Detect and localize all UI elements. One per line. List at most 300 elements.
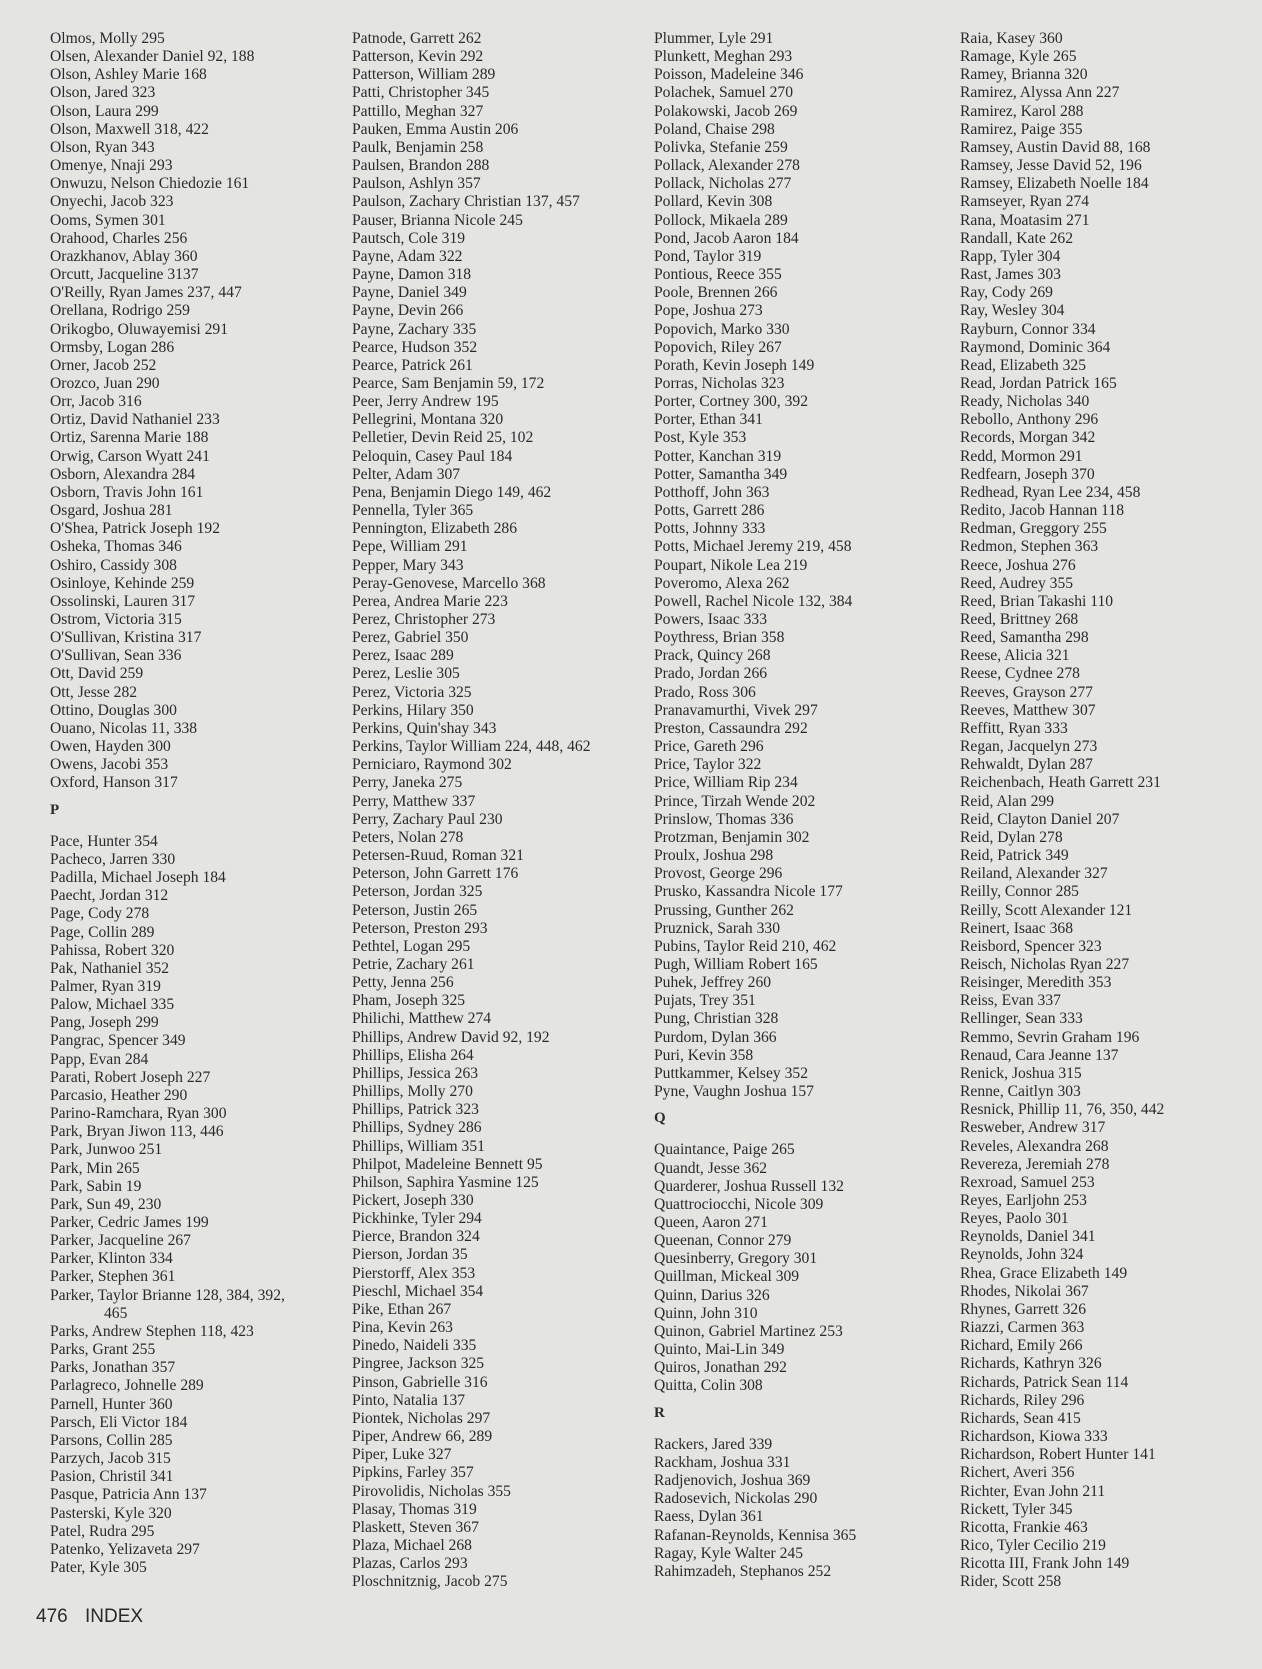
index-entry	[352, 321, 632, 339]
index-entry-text: Osborn, Alexandra 284	[50, 465, 196, 483]
index-entry	[352, 1101, 632, 1119]
index-entry-text: Pearce, Patrick 261	[352, 356, 473, 374]
index-entry	[960, 1047, 1255, 1065]
index-entry-text: Olson, Ashley Marie 168	[50, 66, 207, 84]
index-entry	[50, 1323, 320, 1341]
index-entry	[50, 538, 320, 556]
index-entry	[352, 702, 632, 720]
index-entry-text: Rackham, Joshua 331	[654, 1453, 791, 1471]
index-entry-text: Poisson, Madeleine 346	[654, 66, 804, 84]
index-entry	[960, 902, 1255, 920]
index-entry	[50, 905, 320, 923]
index-entry-text: Pranavamurthi, Vivek 297	[654, 701, 818, 719]
index-entry-text: Pepe, William 291	[352, 538, 468, 556]
index-entry-text: Reeves, Matthew 307	[960, 701, 1096, 719]
index-entry-text: Pepper, Mary 343	[352, 556, 464, 574]
index-entry-text: Price, Taylor 322	[654, 756, 762, 774]
index-entry-text: Peterson, Preston 293	[352, 919, 488, 937]
index-entry-text: Paulk, Benjamin 258	[352, 138, 484, 156]
index-entry	[960, 1192, 1255, 1210]
index-entry-text: Osheka, Thomas 346	[50, 538, 182, 556]
index-entry	[50, 84, 320, 102]
index-entry	[960, 30, 1255, 48]
index-entry-text: Renaud, Cara Jeanne 137	[960, 1046, 1119, 1064]
index-entry-text: Perkins, Taylor William 224, 448, 462	[352, 738, 591, 756]
index-entry	[960, 1483, 1255, 1501]
index-entry	[352, 1083, 632, 1101]
index-entry-text: Records, Morgan 342	[960, 429, 1096, 447]
index-entry	[960, 1265, 1255, 1283]
index-entry	[352, 48, 632, 66]
index-entry-text: Queenan, Connor 279	[654, 1232, 792, 1250]
index-entry	[50, 66, 320, 84]
page-footer	[36, 1606, 143, 1628]
index-entry	[654, 920, 944, 938]
index-entry	[50, 1105, 320, 1123]
index-entry	[960, 629, 1255, 647]
index-entry	[960, 1501, 1255, 1519]
index-entry-text: Purdom, Dylan 366	[654, 1028, 777, 1046]
index-entry	[654, 847, 944, 865]
index-entry-text: Peterson, Justin 265	[352, 901, 478, 919]
index-entry-text: Plummer, Lyle 291	[654, 30, 774, 47]
index-entry	[960, 1301, 1255, 1319]
index-entry-text: Peterson, Jordan 325	[352, 883, 483, 901]
index-entry-text: Orr, Jacob 316	[50, 393, 142, 411]
index-entry-text: Poveromo, Alexa 262	[654, 574, 790, 592]
index-column-2	[352, 30, 632, 1591]
index-entry-text: Ramirez, Karol 288	[960, 102, 1084, 120]
index-entry-text: Provost, George 296	[654, 865, 783, 883]
index-entry-text: Riazzi, Carmen 363	[960, 1319, 1085, 1337]
index-entry-text: Ramsey, Austin David 88, 168	[960, 138, 1151, 156]
index-entry	[352, 448, 632, 466]
index-entry	[352, 1337, 632, 1355]
index-entry	[352, 1501, 632, 1519]
index-entry-text: Quesinberry, Gregory 301	[654, 1250, 818, 1268]
index-entry	[50, 1250, 320, 1268]
index-entry	[654, 1490, 944, 1508]
index-entry	[654, 774, 944, 792]
index-entry-text: Reed, Samantha 298	[960, 629, 1089, 647]
index-entry-text: Petersen-Ruud, Roman 321	[352, 847, 524, 865]
index-entry	[654, 665, 944, 683]
index-entry	[960, 1228, 1255, 1246]
index-entry-text: Pangrac, Spencer 349	[50, 1032, 186, 1050]
index-entry	[50, 1359, 320, 1377]
index-entry	[352, 1464, 632, 1482]
index-entry-text: Orcutt, Jacqueline 3137	[50, 266, 199, 284]
index-entry	[654, 1214, 944, 1232]
index-entry	[50, 1087, 320, 1105]
index-entry	[352, 1374, 632, 1392]
index-entry	[654, 121, 944, 139]
index-entry	[50, 139, 320, 157]
index-entry-text: Read, Elizabeth 325	[960, 356, 1087, 374]
index-entry	[352, 593, 632, 611]
index-entry-text: Ricotta III, Frank John 149	[960, 1555, 1130, 1573]
index-entry	[50, 924, 320, 942]
index-entry	[960, 212, 1255, 230]
index-entry-text: Rehwaldt, Dylan 287	[960, 756, 1093, 774]
index-letter-heading: P	[50, 801, 60, 818]
index-entry	[654, 974, 944, 992]
index-entry-text: Parcasio, Heather 290	[50, 1086, 188, 1104]
index-entry	[352, 339, 632, 357]
index-entry	[960, 811, 1255, 829]
index-entry-text: Philson, Saphira Yasmine 125	[352, 1173, 539, 1191]
index-entry-text: Prinslow, Thomas 336	[654, 810, 794, 828]
index-entry-text: Reid, Alan 299	[960, 792, 1054, 810]
index-entry-text: Pollack, Alexander 278	[654, 157, 800, 175]
index-entry	[960, 920, 1255, 938]
index-entry-text: Omenye, Nnaji 293	[50, 157, 173, 175]
index-entry-text: Rast, James 303	[960, 266, 1061, 284]
index-entry	[654, 647, 944, 665]
index-entry-text: Papp, Evan 284	[50, 1050, 149, 1068]
index-entry-text: Pieschl, Michael 354	[352, 1282, 484, 1300]
index-entry	[352, 1283, 632, 1301]
index-entry-text: Puhek, Jeffrey 260	[654, 974, 772, 992]
index-entry-text: Pickhinke, Tyler 294	[352, 1210, 482, 1228]
index-entry	[50, 1396, 320, 1414]
index-entry	[960, 375, 1255, 393]
index-entry-text: Ray, Cody 269	[960, 284, 1053, 302]
index-entry-text: Page, Cody 278	[50, 905, 150, 923]
index-entry	[654, 30, 944, 48]
index-entry	[352, 1192, 632, 1210]
index-entry	[352, 230, 632, 248]
index-entry-text: Ossolinski, Lauren 317	[50, 592, 196, 610]
index-entry-text: Ray, Wesley 304	[960, 302, 1065, 320]
index-entry	[654, 448, 944, 466]
index-entry-text: Richards, Patrick Sean 114	[960, 1373, 1129, 1391]
index-entry	[654, 1065, 944, 1083]
index-entry	[50, 593, 320, 611]
index-entry-text: Plasay, Thomas 319	[352, 1500, 477, 1518]
index-entry-text: Owens, Jacobi 353	[50, 756, 169, 774]
index-entry	[654, 1508, 944, 1526]
index-entry	[352, 1410, 632, 1428]
index-entry-text: Perry, Matthew 337	[352, 792, 476, 810]
index-entry-text: Parks, Grant 255	[50, 1341, 156, 1359]
index-entry	[960, 1319, 1255, 1337]
index-entry	[50, 121, 320, 139]
index-entry	[352, 266, 632, 284]
index-entry	[50, 1032, 320, 1050]
index-entry-text: Olson, Laura 299	[50, 102, 159, 120]
index-entry-text: Ramsey, Elizabeth Noelle 184	[960, 175, 1149, 193]
index-entry	[50, 212, 320, 230]
index-entry	[960, 1392, 1255, 1410]
index-entry	[654, 139, 944, 157]
index-entry-text: Paecht, Jordan 312	[50, 887, 169, 905]
index-entry-text: Patterson, William 289	[352, 66, 496, 84]
index-entry	[960, 429, 1255, 447]
index-entry-text: Ready, Nicholas 340	[960, 393, 1090, 411]
index-entry	[352, 248, 632, 266]
index-entry-text: Palmer, Ryan 319	[50, 977, 161, 995]
index-entry	[654, 1341, 944, 1359]
index-entry	[352, 865, 632, 883]
index-entry	[50, 1414, 320, 1432]
index-entry-text: Protzman, Benjamin 302	[654, 828, 810, 846]
index-entry	[960, 266, 1255, 284]
index-entry	[960, 302, 1255, 320]
index-entry-text: Pasion, Christil 341	[50, 1468, 174, 1486]
index-entry-text: Ploschnitznig, Jacob 275	[352, 1573, 508, 1591]
index-entry	[50, 665, 320, 683]
index-entry-text: Rebollo, Anthony 296	[960, 411, 1099, 429]
index-entry	[50, 869, 320, 887]
index-entry	[960, 1174, 1255, 1192]
index-entry	[654, 702, 944, 720]
index-entry	[50, 357, 320, 375]
index-entry-text: Queen, Aaron 271	[654, 1214, 768, 1231]
index-entry	[960, 1537, 1255, 1555]
index-entry-text: Park, Sun 49, 230	[50, 1195, 162, 1213]
index-entry-text: Pinto, Natalia 137	[352, 1391, 466, 1409]
index-entry-text: Rapp, Tyler 304	[960, 247, 1061, 265]
index-entry	[960, 157, 1255, 175]
index-entry-text: Pinedo, Naideli 335	[352, 1337, 477, 1355]
index-entry-text: Rellinger, Sean 333	[960, 1010, 1083, 1028]
index-entry-text: Regan, Jacquelyn 273	[960, 738, 1098, 756]
index-entry-text: Preston, Cassaundra 292	[654, 719, 808, 737]
index-entry	[960, 1083, 1255, 1101]
index-entry-text: Reynolds, Daniel 341	[960, 1228, 1096, 1246]
index-entry	[654, 302, 944, 320]
index-entry-text: Post, Kyle 353	[654, 429, 747, 447]
index-entry-text: Philpot, Madeleine Bennett 95	[352, 1155, 543, 1173]
index-entry	[654, 865, 944, 883]
index-entry	[352, 974, 632, 992]
index-entry-text: Parks, Jonathan 357	[50, 1359, 176, 1377]
index-entry	[352, 1228, 632, 1246]
index-entry	[960, 647, 1255, 665]
index-entry	[654, 230, 944, 248]
index-entry	[50, 1196, 320, 1214]
index-entry-text: Porter, Cortney 300, 392	[654, 393, 808, 411]
page-section-label: INDEX	[84, 1606, 144, 1627]
index-entry	[352, 1174, 632, 1192]
index-entry	[352, 1319, 632, 1337]
index-entry-text: Parker, Jacqueline 267	[50, 1232, 191, 1250]
index-entry-text: Potts, Garrett 286	[654, 502, 765, 520]
index-entry-text: Patterson, Kevin 292	[352, 48, 484, 66]
index-entry	[50, 30, 320, 48]
index-entry	[352, 774, 632, 792]
index-entry-text: Richter, Evan John 211	[960, 1482, 1106, 1500]
index-entry-text: Pennella, Tyler 365	[352, 502, 474, 520]
index-entry-text: Prado, Jordan 266	[654, 665, 768, 683]
index-entry-text: Reece, Joshua 276	[960, 556, 1076, 574]
index-entry-text: Plazas, Carlos 293	[352, 1555, 468, 1573]
index-entry	[654, 520, 944, 538]
index-entry-text: Phillips, Jessica 263	[352, 1064, 479, 1082]
index-entry-text: Peray-Genovese, Marcello 368	[352, 574, 546, 592]
index-entry-text: O'Sullivan, Kristina 317	[50, 629, 202, 647]
index-entry-text: Redfearn, Joseph 370	[960, 465, 1095, 483]
index-entry-text: Puri, Kevin 358	[654, 1046, 754, 1064]
index-entry	[352, 1029, 632, 1047]
index-entry-text: Parks, Andrew Stephen 118, 423	[50, 1322, 254, 1340]
index-entry-text: Prince, Tirzah Wende 202	[654, 792, 816, 810]
index-entry	[352, 1010, 632, 1028]
index-entry	[960, 84, 1255, 102]
index-entry-text: Piper, Luke 327	[352, 1446, 452, 1464]
index-letter-heading: R	[654, 1404, 665, 1421]
index-entry	[960, 193, 1255, 211]
index-entry-text: Pung, Christian 328	[654, 1010, 779, 1028]
index-entry	[960, 1355, 1255, 1373]
index-entry	[654, 1472, 944, 1490]
index-entry-text: Pruznick, Sarah 330	[654, 919, 781, 937]
index-entry	[960, 66, 1255, 84]
index-entry-text: Puttkammer, Kelsey 352	[654, 1064, 808, 1082]
index-entry	[960, 448, 1255, 466]
index-entry-text: Paulson, Zachary Christian 137, 457	[352, 193, 580, 211]
index-entry	[50, 1541, 320, 1559]
index-entry	[50, 851, 320, 869]
index-entry	[654, 321, 944, 339]
index-entry-text: Reid, Dylan 278	[960, 828, 1063, 846]
index-entry	[352, 557, 632, 575]
index-entry-text: Powers, Isaac 333	[654, 611, 768, 628]
index-entry-text: Piper, Andrew 66, 289	[352, 1428, 493, 1446]
index-entry	[50, 647, 320, 665]
index-entry	[960, 1410, 1255, 1428]
index-entry	[960, 393, 1255, 411]
index-entry	[352, 902, 632, 920]
index-entry-text: Reisch, Nicholas Ryan 227	[960, 955, 1130, 973]
index-entry	[654, 66, 944, 84]
index-entry-text: Pollard, Kevin 308	[654, 193, 773, 211]
index-entry	[352, 811, 632, 829]
index-entry	[50, 833, 320, 851]
index-entry-text: Parsons, Collin 285	[50, 1431, 173, 1449]
index-entry	[352, 1519, 632, 1537]
index-entry	[352, 429, 632, 447]
index-entry-text: Pingree, Jackson 325	[352, 1355, 485, 1373]
index-entry-text: Pham, Joseph 325	[352, 992, 466, 1010]
index-entry	[960, 484, 1255, 502]
index-entry	[352, 157, 632, 175]
index-entry	[960, 520, 1255, 538]
index-entry-text: Perry, Janeka 275	[352, 774, 463, 792]
index-entry-text: Ramirez, Paige 355	[960, 120, 1083, 138]
index-entry	[50, 1178, 320, 1196]
index-entry-text: Porter, Ethan 341	[654, 411, 763, 429]
index-entry	[654, 938, 944, 956]
index-entry-text: Resweber, Andrew 317	[960, 1119, 1106, 1137]
index-entry-text: Reed, Brittney 268	[960, 611, 1079, 628]
index-entry-text: Payne, Adam 322	[352, 247, 463, 265]
index-entry	[352, 883, 632, 901]
index-entry	[352, 1065, 632, 1083]
index-entry	[50, 175, 320, 193]
index-entry	[960, 1374, 1255, 1392]
index-entry-text: Pauken, Emma Austin 206	[352, 120, 519, 138]
index-entry	[352, 484, 632, 502]
index-entry-text: Osinloye, Kehinde 259	[50, 574, 195, 592]
index-entry-text: Parsch, Eli Victor 184	[50, 1413, 188, 1431]
index-entry-text: Parker, Taylor Brianne 128, 384, 392,	[50, 1286, 285, 1304]
index-entry	[960, 847, 1255, 865]
index-entry	[960, 1283, 1255, 1301]
index-entry	[352, 411, 632, 429]
index-entry	[50, 978, 320, 996]
index-entry	[352, 920, 632, 938]
index-entry-text: Poythress, Brian 358	[654, 629, 785, 647]
index-entry	[960, 865, 1255, 883]
index-entry-text: Prack, Quincy 268	[654, 647, 771, 665]
index-entry-text: Payne, Devin 266	[352, 302, 464, 320]
index-entry	[654, 829, 944, 847]
index-entry-text: Ouano, Nicolas 11, 338	[50, 719, 198, 737]
index-entry-text: Pauser, Brianna Nicole 245	[352, 211, 523, 229]
index-entry	[960, 1010, 1255, 1028]
index-entry-text: Pujats, Trey 351	[654, 992, 756, 1010]
index-entry	[352, 175, 632, 193]
index-entry	[50, 942, 320, 960]
index-entry-text: Revereza, Jeremiah 278	[960, 1155, 1110, 1173]
index-entry	[960, 1029, 1255, 1047]
index-entry	[960, 1573, 1255, 1591]
index-entry	[654, 193, 944, 211]
index-entry	[654, 429, 944, 447]
index-entry-text: Rana, Moatasim 271	[960, 211, 1090, 229]
index-entry-text: Rhodes, Nikolai 367	[960, 1282, 1089, 1300]
index-entry-text: Pollack, Nicholas 277	[654, 175, 792, 193]
index-entry	[654, 538, 944, 556]
index-entry	[654, 811, 944, 829]
index-entry-text: Richards, Sean 415	[960, 1409, 1081, 1427]
index-entry-text: Phillips, William 351	[352, 1137, 485, 1155]
index-entry-text: Phillips, Elisha 264	[352, 1046, 474, 1064]
index-entry-text: Reese, Alicia 321	[960, 647, 1070, 665]
index-entry	[960, 121, 1255, 139]
index-entry	[352, 1446, 632, 1464]
index-entry	[654, 175, 944, 193]
index-entry-text: Patnode, Garrett 262	[352, 30, 482, 47]
index-entry-text: Piontek, Nicholas 297	[352, 1409, 491, 1427]
index-entry	[960, 684, 1255, 702]
index-entry-text: Porath, Kevin Joseph 149	[654, 356, 815, 374]
index-entry	[960, 284, 1255, 302]
index-entry	[960, 883, 1255, 901]
index-entry	[50, 1523, 320, 1541]
index-entry-text: Pennington, Elizabeth 286	[352, 520, 518, 538]
index-entry-text: Rayburn, Connor 334	[960, 320, 1096, 338]
index-column-1	[50, 30, 320, 1577]
index-entry	[50, 1486, 320, 1504]
index-entry-text: Pethtel, Logan 295	[352, 937, 471, 955]
index-entry	[960, 248, 1255, 266]
index-entry-text: Padilla, Michael Joseph 184	[50, 869, 226, 887]
index-entry-text: Quattrociocchi, Nicole 309	[654, 1195, 824, 1213]
index-entry	[50, 557, 320, 575]
index-entry-text: Renick, Joshua 315	[960, 1064, 1082, 1082]
index-entry-text: Quarderer, Joshua Russell 132	[654, 1177, 844, 1195]
index-entry-text: Redman, Greggory 255	[960, 520, 1107, 538]
index-entry-text: Perkins, Hilary 350	[352, 701, 474, 719]
index-entry-text: Olson, Maxwell 318, 422	[50, 120, 209, 138]
index-entry	[654, 1141, 944, 1159]
index-entry	[352, 66, 632, 84]
index-entry-text: Rico, Tyler Cecilio 219	[960, 1536, 1106, 1554]
index-entry	[654, 157, 944, 175]
